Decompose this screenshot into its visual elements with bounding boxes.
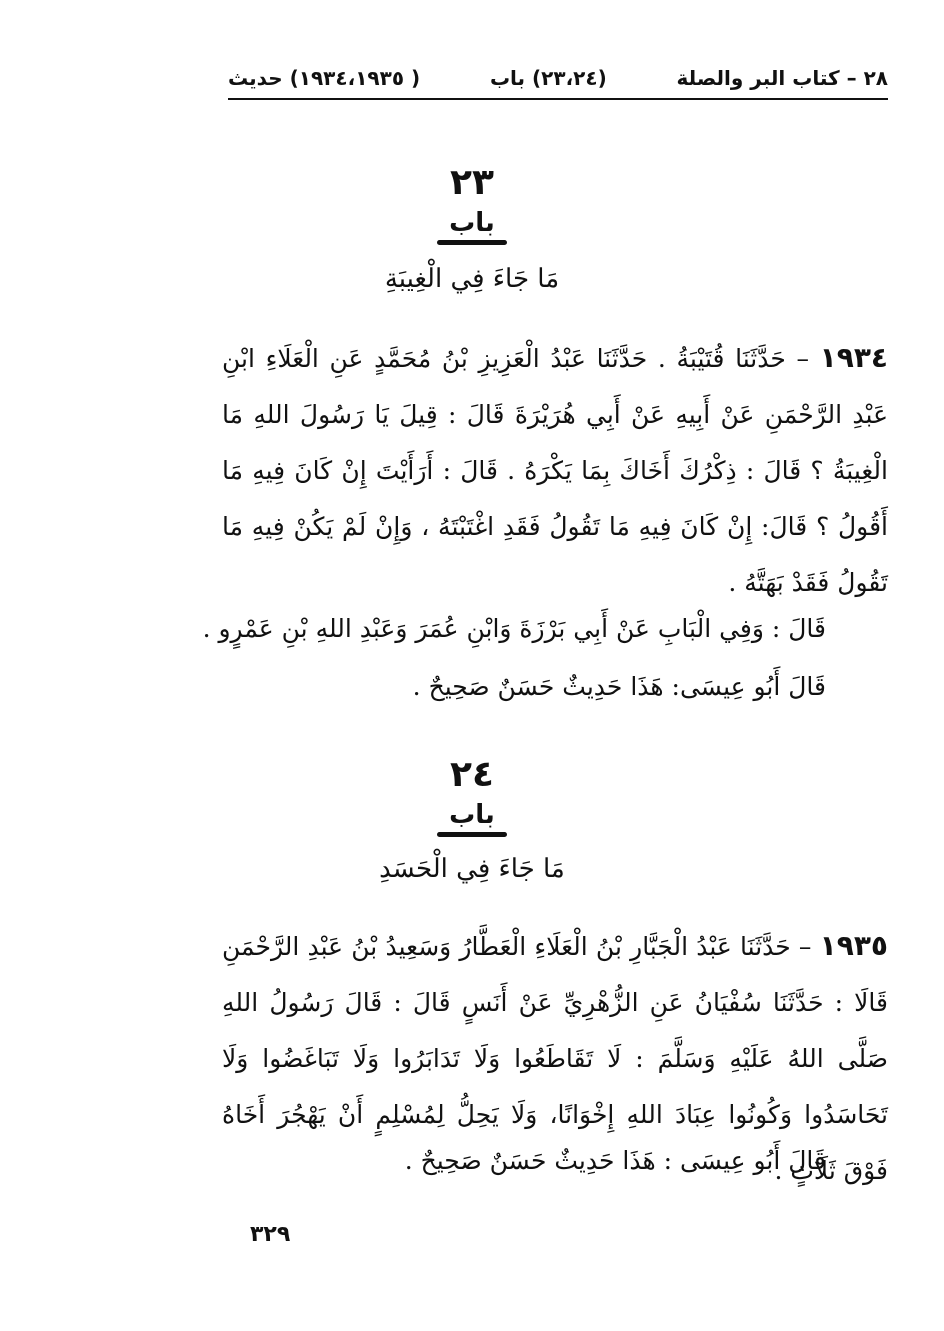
header-hadith-range: ( ١٩٣٤،١٩٣٥) حديث [228,66,421,90]
running-header [228,58,888,98]
chapter-label-text: باب [449,800,495,830]
chapter-subtitle-23: مَا جَاءَ فِي الْغِيبَةِ [384,264,560,294]
chapter-label-23 [0,208,944,245]
chapter-subtitle-24: مَا جَاءَ فِي الْحَسَدِ [379,854,565,884]
chapter-number-23: ٢٣ [450,162,494,203]
hadith-text-1934: – حَدَّثَنَا قُتَيْبَةُ . حَدَّثَنَا عَبْدُ الْعَزِيزِ بْنُ مُحَمَّدٍ عَنِ الْعَلَاءِ ابْنِ عَبْدِ الرَّحْمَنِ عَنْ أَبِيهِ عَنْ أَبِي هُرَيْرَةَ قَالَ : قِيلَ يَا رَسُولَ اللهِ مَا الْغِيبَةُ ؟ قَالَ : ذِكْرُكَ أَخَاكَ بِمَا يَكْرَهُ . قَالَ : أَرَأَيْتَ إِنْ كَانَ فِيهِ مَا أَقُولُ ؟ قَالَ: إِنْ كَانَ فِيهِ مَا تَقُولُ فَقَدِ اغْتَبْتَهُ ، وَإِنْ لَمْ يَكُنْ فِيهِ مَا تَقُولُ فَقَدْ بَهَتَّهُ . [222,344,888,597]
grading-1934: قَالَ أَبُو عِيسَى: هَذَا حَدِيثٌ حَسَنٌ صَحِيحٌ . [412,672,826,701]
header-rule [228,98,888,100]
chapter-note-23: قَالَ : وَفِي الْبَابِ عَنْ أَبِي بَرْزَةَ وَابْنِ عُمَرَ وَعَبْدِ اللهِ بْنِ عَمْرٍو . [202,614,826,643]
grading-1935: قَالَ أَبُو عِيسَى : هَذَا حَدِيثٌ حَسَنٌ صَحِيحٌ . [404,1146,826,1175]
hadith-1934 [222,330,888,611]
chapter-label-underbar [437,240,507,245]
chapter-number-24: ٢٤ [450,754,494,795]
chapter-label-underbar [437,832,507,837]
hadith-number-1934: ١٩٣٤ [819,341,888,374]
hadith-text-1935: – حَدَّثَنَا عَبْدُ الْجَبَّارِ بْنُ الْعَلَاءِ الْعَطَّارُ وَسَعِيدُ بْنُ عَبْدِ الرَّحْمَنِ قَالَا : حَدَّثَنَا سُفْيَانُ عَنِ الزُّهْرِيِّ عَنْ أَنَسٍ قَالَ : قَالَ رَسُولُ اللهِ صَلَّى اللهُ عَلَيْهِ وَسَلَّمَ : لَا تَقَاطَعُوا وَلَا تَدَابَرُوا وَلَا تَبَاغَضُوا وَلَا تَحَاسَدُوا وَكُونُوا عِبَادَ اللهِ إِخْوَانًا، وَلَا يَحِلُّ لِمُسْلِمٍ أَنْ يَهْجُرَ أَخَاهُ فَوْقَ ثَلَاثٍ . [222,932,888,1185]
header-book-title [677,66,888,90]
header-chapter-title: ٢٨ – كتاب البر والصلة [676,66,888,90]
page-number: ٣٢٩ [250,1222,291,1247]
hadith-number-1935: ١٩٣٥ [819,929,888,962]
chapter-label-24 [0,800,944,837]
chapter-label-text: باب [449,208,495,238]
header-chapter-range: (٢٣،٢٤) باب [489,66,607,90]
